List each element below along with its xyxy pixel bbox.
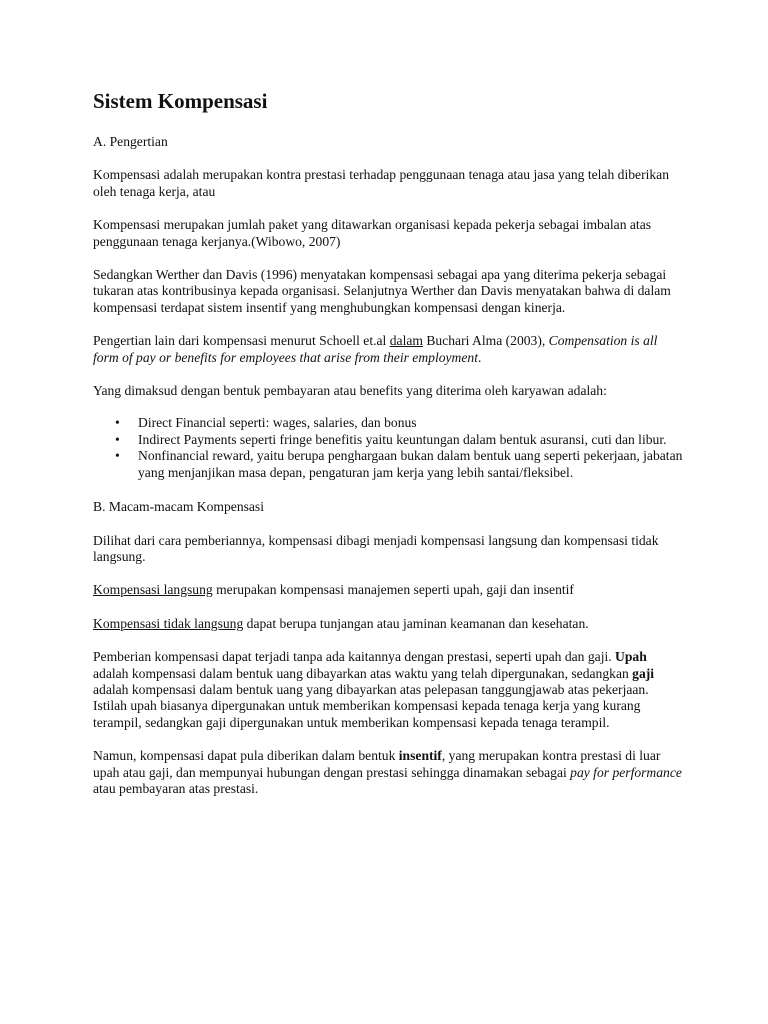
quote-end: . xyxy=(477,349,482,365)
paragraph-types: Dilihat dari cara pemberiannya, kompensasi dibagi menjadi kompensasi langsung dan kompensasi tidak langsung. xyxy=(93,532,659,564)
gaji-term: gaji xyxy=(632,665,655,681)
list-item: • Indirect Payments seperti fringe benefitis yaitu keuntungan dalam bentuk asuransi, cuti dan libur. xyxy=(138,432,683,448)
paragraph-definition-1: Kompensasi adalah merupakan kontra prestasi terhadap penggunaan tenaga atau jasa yang telah diberikan oleh tenaga kerja, atau xyxy=(93,167,669,199)
document-content xyxy=(93,88,683,814)
upah-gaji-text-b: adalah kompensasi dalam bentuk uang dibayarkan atas waktu yang telah dipergunakan, sedangkan xyxy=(93,665,633,681)
pay-for-performance-term: pay for performance xyxy=(570,764,682,780)
paragraph-definition-2: Kompensasi merupakan jumlah paket yang ditawarkan organisasi kepada pekerja sebagai imbalan atas penggunaan tenaga kerjanya.(Wibowo, 2007) xyxy=(93,217,652,249)
indirect-compensation-text: dapat berupa tunjangan atau jaminan keamanan dan kesehatan. xyxy=(243,615,589,631)
paragraph-insentif xyxy=(93,748,683,797)
paragraph-indirect-compensation xyxy=(93,616,683,632)
page-title: Sistem Kompensasi xyxy=(93,89,268,113)
upah-gaji-text-a: Pemberian kompensasi dapat terjadi tanpa ada kaitannya dengan prestasi, seperti upah dan gaji. xyxy=(93,649,616,665)
list-item: • Direct Financial seperti: wages, salaries, dan bonus xyxy=(138,415,683,431)
payment-forms-list xyxy=(93,415,683,481)
paragraph-werther-davis: Sedangkan Werther dan Davis (1996) menyatakan kompensasi sebagai apa yang diterima pekerja sebagai tukaran atas kontribusinya kepada organisasi. Selanjutnya Werther dan Davis menyatakan bahwa di dalam kompensasi terdapat sistem insentif yang menghubungkan kompensasi dengan kinerja. xyxy=(93,267,671,315)
insentif-term: insentif xyxy=(398,748,442,764)
compensation-quote: Compensation is all form of pay or benefits for employees that arise from their employment xyxy=(93,333,658,365)
paragraph-upah-gaji xyxy=(93,649,683,731)
dalam-link[interactable]: dalam xyxy=(389,333,423,349)
upah-gaji-text-c: adalah kompensasi dalam bentuk uang yang dibayarkan atas pelepasan tanggungjawab atas pekerjaan. Istilah upah biasanya dipergunakan untuk memberikan kompensasi kepada tenaga kerja yang kurang terampil, sedangkan gaji dipergunakan untuk memberikan kompensasi kepada tenaga terampil. xyxy=(93,681,649,730)
schoell-text: Pengertian lain dari kompensasi menurut Schoell et.al xyxy=(93,333,390,349)
direct-compensation-term: Kompensasi langsung xyxy=(93,582,213,598)
direct-compensation-text: merupakan kompensasi manajemen seperti upah, gaji dan insentif xyxy=(212,582,574,598)
insentif-text-c: atau pembayaran atas prestasi. xyxy=(93,780,259,796)
insentif-text-a: Namun, kompensasi dapat pula diberikan dalam bentuk xyxy=(93,748,399,764)
indirect-compensation-term: Kompensasi tidak langsung xyxy=(93,615,244,631)
paragraph-schoell xyxy=(93,333,683,366)
insentif-text-b: , yang merupakan kontra prestasi di luar upah atau gaji, dan mempunyai hubungan dengan prestasi sehingga dinamakan sebagai xyxy=(93,748,661,780)
paragraph-direct-compensation xyxy=(93,582,683,598)
list-item: • Nonfinancial reward, yaitu berupa penghargaan bukan dalam bentuk uang seperti pekerjaan, jabatan yang menjanjikan masa depan, pengaturan jam kerja yang lebih santai/fleksibel. xyxy=(138,448,683,481)
section-b-heading: B. Macam-macam Kompensasi xyxy=(93,499,265,515)
paragraph-payment-forms: Yang dimaksud dengan bentuk pembayaran atau benefits yang diterima oleh karyawan adalah: xyxy=(93,383,607,399)
section-a-heading: A. Pengertian xyxy=(93,134,168,149)
schoell-source: Buchari Alma (2003), xyxy=(422,333,549,349)
upah-term: Upah xyxy=(615,649,647,665)
